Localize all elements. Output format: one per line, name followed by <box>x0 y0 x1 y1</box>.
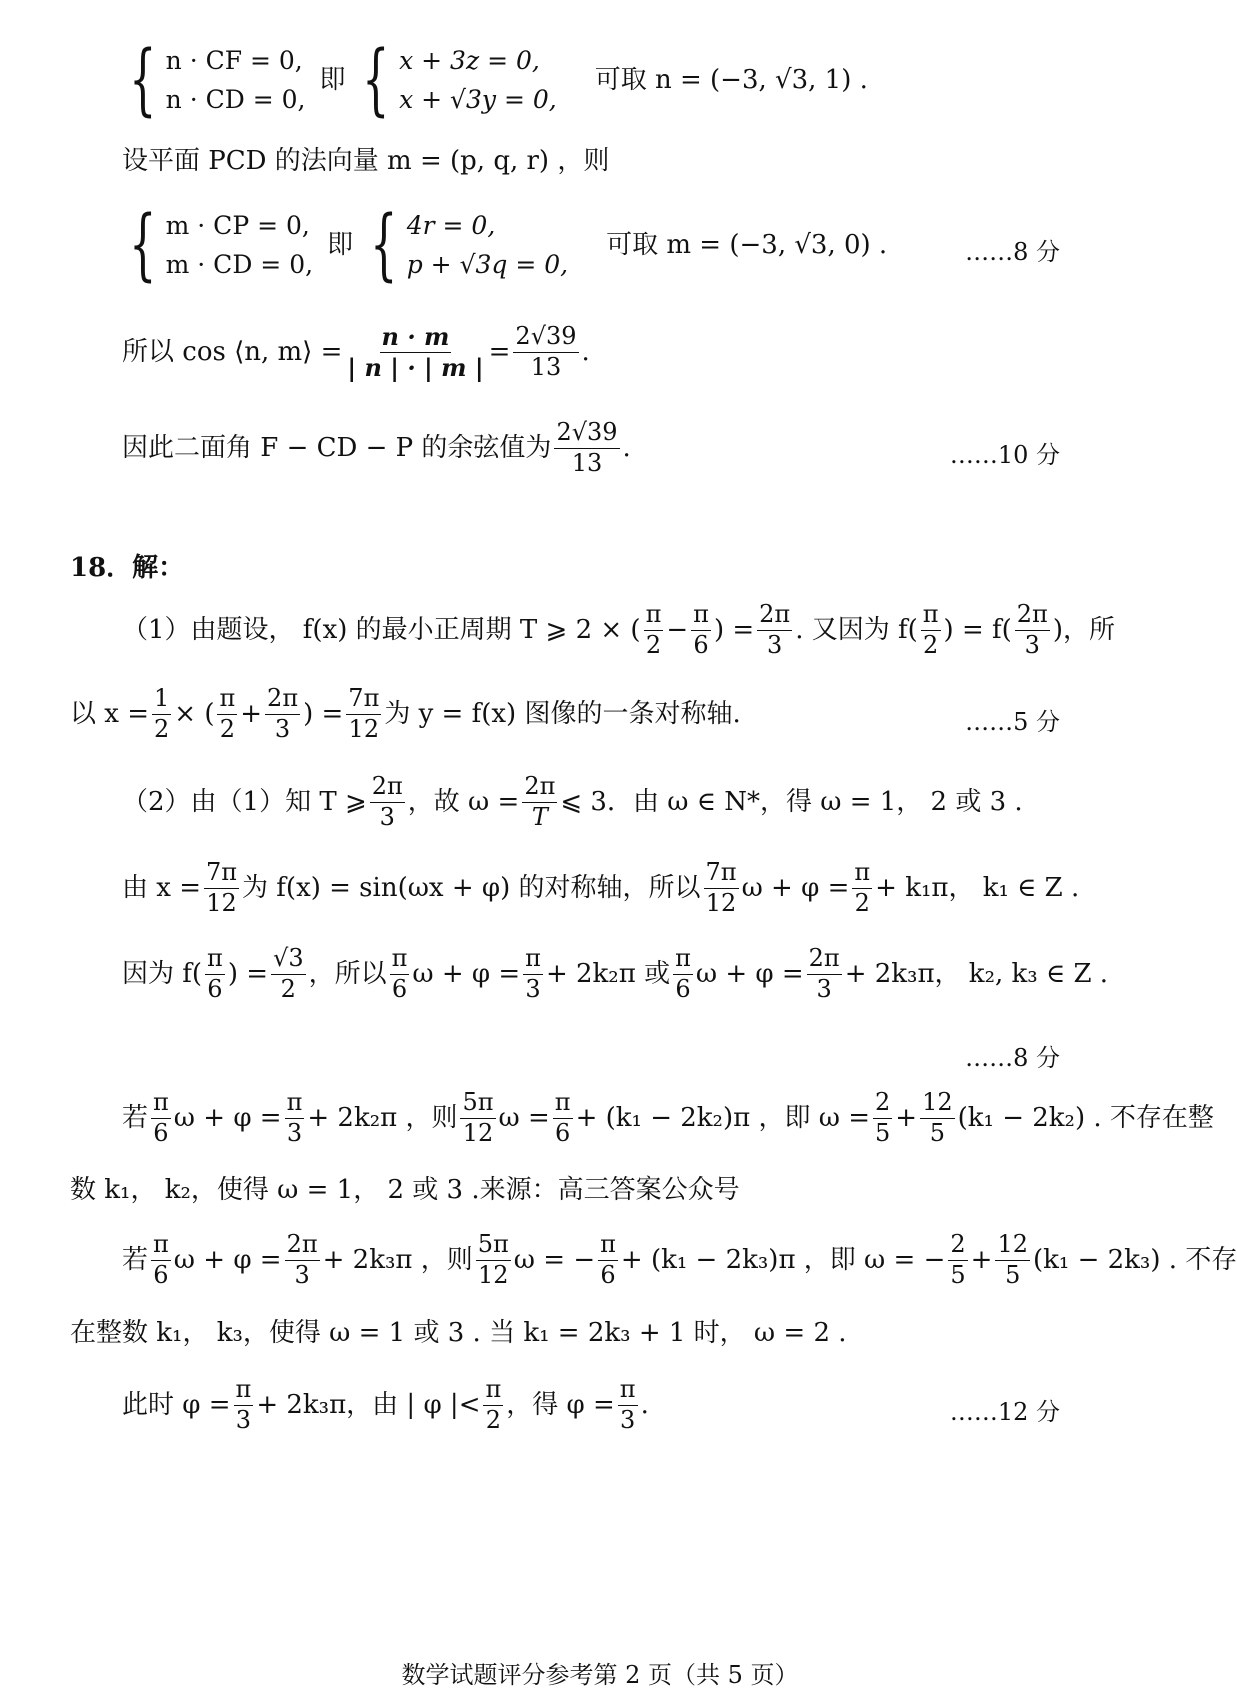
p1-close: ) = <box>713 615 755 645</box>
p7-f2n: π <box>483 1377 503 1405</box>
frac-p4-4 <box>523 946 543 1001</box>
p4-f3n: π <box>390 946 410 974</box>
part2-line1 <box>122 774 1023 830</box>
p7-f3d: 3 <box>620 1405 636 1434</box>
p1-a: （1）由题设， f(x) 的最小正周期 T ⩾ 2 × ( <box>122 615 641 645</box>
plane-pcd-line: 设平面 PCD 的法向量 m = (p, q, r) ，则 <box>122 146 610 176</box>
fraction-result-den: 13 <box>571 448 603 477</box>
p1-f4d: 2 <box>923 630 939 659</box>
p5-f5d: 5 <box>875 1118 891 1147</box>
p7-a: 此时 φ = <box>122 1390 231 1420</box>
p5-f4n: π <box>553 1090 573 1118</box>
eq-x-sqrt3y: x + √3y = 0, <box>399 85 557 114</box>
frac-p7-2 <box>483 1377 503 1432</box>
p4-f4d: 3 <box>525 974 541 1003</box>
p5-f2n: π <box>285 1090 305 1118</box>
frac-p4-5 <box>673 946 693 1001</box>
frac-p1-1 <box>644 602 664 657</box>
ji-label: 即 <box>319 65 346 95</box>
frac-p1-2 <box>691 602 711 657</box>
p1b-f4d: 12 <box>348 714 380 743</box>
p4-b: ) = <box>227 959 269 989</box>
fraction-nm-num: n · m <box>381 322 450 352</box>
case1-line2 <box>70 1177 740 1203</box>
cos-line <box>122 322 590 382</box>
frac-p3-3 <box>852 860 872 915</box>
frac-p1b-3 <box>265 686 300 741</box>
p4-f5n: π <box>673 946 693 974</box>
p5-c: + 2k₂π ，则 <box>307 1103 458 1133</box>
p3-a: 由 x = <box>122 873 201 903</box>
part2-line2 <box>122 860 1079 916</box>
p1b-f2n: π <box>217 686 237 714</box>
cos-prefix: 所以 cos ⟨n, m⟩ = <box>122 337 343 367</box>
part2-line3 <box>122 946 1108 1002</box>
p4-f3d: 6 <box>391 974 408 1003</box>
p5-a: 若 <box>122 1103 149 1133</box>
fraction-2sqrt39-den: 13 <box>530 352 562 381</box>
p1-f4n: π <box>921 602 941 630</box>
p6-f: (k₁ − 2k₃) . 不存 <box>1032 1245 1237 1275</box>
eq-n-cd: n · CD = 0, <box>165 85 306 114</box>
p1-minus: − <box>666 615 689 645</box>
p1-f5d: 3 <box>1024 630 1040 659</box>
frac-p4-2 <box>271 946 306 1001</box>
p4-d: ω + φ = <box>412 959 521 989</box>
dihedral-result-line <box>122 418 631 478</box>
score-8-b: ……8 分 <box>965 1044 1060 1072</box>
dihedral-text: 因此二面角 F − CD − P 的余弦值为 <box>122 433 552 463</box>
fraction-2sqrt39-num: 2√39 <box>513 324 578 352</box>
score-10: ……10 分 <box>949 441 1060 469</box>
frac-p3-1 <box>204 860 239 915</box>
ji-label-2: 即 <box>327 230 354 260</box>
p6b-text: 在整数 k₁， k₃，使得 ω = 1 或 3 . 当 k₁ = 2k₃ + 1 时， ω = 2 . <box>70 1318 847 1348</box>
p7-d: . <box>640 1390 649 1420</box>
p6-f5d: 5 <box>950 1260 966 1289</box>
p4-f1n: π <box>205 946 225 974</box>
frac-p6-6 <box>995 1232 1030 1287</box>
frac-p6-4 <box>598 1232 618 1287</box>
p6-a: 若 <box>122 1245 149 1275</box>
p4-a: 因为 f( <box>122 959 203 989</box>
part1-line1 <box>122 602 1115 658</box>
frac-p3-2 <box>704 860 739 915</box>
p1-b: . 又因为 f( <box>795 615 918 645</box>
p6-f1d: 6 <box>153 1260 169 1289</box>
frac-p5-5 <box>873 1090 892 1145</box>
p1b-f3d: 3 <box>274 714 291 743</box>
p2-f2d: T <box>531 802 548 831</box>
p1b-c: ) = <box>303 699 344 729</box>
p1-f1n: π <box>644 602 664 630</box>
p4-f6n: 2π <box>807 946 842 974</box>
p6-f3n: 5π <box>476 1232 511 1260</box>
plane-pcd-normal-text <box>122 148 609 174</box>
p6-f5n: 2 <box>948 1232 967 1260</box>
p3-c: ω + φ = <box>741 873 850 903</box>
eq-p-sqrt3q: p + √3q = 0, <box>406 250 569 279</box>
frac-p6-2 <box>285 1232 320 1287</box>
p2-f2n: 2π <box>522 774 557 802</box>
frac-p6-1 <box>151 1232 171 1287</box>
p1b-f1d: 2 <box>153 714 170 743</box>
p5-b: ω + φ = <box>173 1103 282 1133</box>
question-18-label <box>70 555 184 581</box>
fraction-result-num: 2√39 <box>554 420 619 448</box>
p5b-text: 数 k₁， k₂，使得 ω = 1， 2 或 3 .来源：高三答案公众号 <box>70 1175 740 1205</box>
eq-x-3z: x + 3z = 0, <box>399 46 540 75</box>
p4-f1d: 6 <box>207 974 223 1003</box>
p2-c: ⩽ 3．由 ω ∈ N*，得 ω = 1， 2 或 3 . <box>560 787 1023 817</box>
frac-p6-3 <box>476 1232 511 1287</box>
system-brace-4: { 4r = 0, p + √3q = 0, <box>370 199 569 290</box>
case1-line1 <box>122 1090 1214 1146</box>
p1b-d: 为 y = f(x) 图像的一条对称轴. <box>384 699 741 729</box>
p5-f6d: 5 <box>929 1118 945 1147</box>
frac-p5-2 <box>285 1090 305 1145</box>
p5-f: (k₁ − 2k₂) . 不存在整 <box>957 1103 1214 1133</box>
system-brace-2: { x + 3z = 0, x + √3y = 0, <box>362 34 557 125</box>
p3-f1n: 7π <box>204 860 239 888</box>
p6-f4n: π <box>598 1232 618 1260</box>
frac-p1b-4 <box>346 686 381 741</box>
p2-a: （2）由（1）知 T ⩾ <box>122 787 367 817</box>
frac-p5-4 <box>553 1090 573 1145</box>
frac-p4-6 <box>807 946 842 1001</box>
case2-line2 <box>70 1320 847 1346</box>
p3-d: + k₁π， k₁ ∈ Z . <box>875 873 1080 903</box>
p5-f1d: 6 <box>153 1118 169 1147</box>
score-5: ……5 分 <box>965 708 1060 736</box>
fraction-2sqrt39 <box>513 324 578 379</box>
frac-p4-1 <box>205 946 225 1001</box>
frac-p5-3 <box>460 1090 495 1145</box>
system-brace-1: { n · CF = 0, n · CD = 0, <box>129 34 306 125</box>
p4-c: ，所以 <box>308 959 387 989</box>
eq-m-cp: m · CP = 0, <box>165 211 310 240</box>
p5-plus: + <box>895 1103 918 1133</box>
frac-p1-5 <box>1015 602 1050 657</box>
frac-p4-3 <box>390 946 410 1001</box>
p6-e: + (k₁ − 2k₃)π ，即 ω = − <box>620 1245 946 1275</box>
p1-f2n: π <box>691 602 711 630</box>
equals: = <box>488 337 511 367</box>
p6-f3d: 12 <box>478 1260 509 1289</box>
p6-f6d: 5 <box>1005 1260 1021 1289</box>
p5-e: + (k₁ − 2k₂)π ，即 ω = <box>575 1103 870 1133</box>
frac-p6-5 <box>948 1232 967 1287</box>
p7-c: ，得 φ = <box>506 1390 615 1420</box>
p4-f5d: 6 <box>675 974 691 1003</box>
p1b-f4n: 7π <box>346 686 381 714</box>
take-n: 可取 n = (−3, √3, 1) . <box>594 65 868 95</box>
part1-line2 <box>70 686 741 742</box>
p5-f3d: 12 <box>462 1118 494 1147</box>
p3-f2n: 7π <box>704 860 739 888</box>
p1b-plus: + <box>240 699 263 729</box>
frac-p2-2 <box>522 774 557 829</box>
p7-f1d: 3 <box>235 1405 252 1434</box>
frac-p7-1 <box>234 1377 254 1432</box>
frac-p1b-2 <box>217 686 237 741</box>
p6-f2d: 3 <box>294 1260 310 1289</box>
p7-f3n: π <box>618 1377 638 1405</box>
eq-m-cd: m · CD = 0, <box>165 250 314 279</box>
take-m: 可取 m = (−3, √3, 0) . <box>606 230 888 260</box>
q18-label-text: 18．解： <box>70 553 185 583</box>
p7-b: + 2k₃π，由 | φ |< <box>256 1390 481 1420</box>
p2-f1d: 3 <box>379 802 395 831</box>
p3-f3d: 2 <box>854 888 870 917</box>
p2-f1n: 2π <box>370 774 405 802</box>
p1-f5n: 2π <box>1015 602 1050 630</box>
frac-p1-4 <box>921 602 941 657</box>
p1b-a: 以 x = <box>70 699 149 729</box>
p3-f3n: π <box>852 860 872 888</box>
p1-c: ) = f( <box>943 615 1012 645</box>
period-2: . <box>622 433 631 463</box>
p6-f1n: π <box>151 1232 171 1260</box>
normal-m-system <box>118 199 888 290</box>
eq-4r: 4r = 0, <box>406 211 496 240</box>
p5-f6n: 12 <box>920 1090 955 1118</box>
p4-f: ω + φ = <box>695 959 804 989</box>
p4-f6d: 3 <box>816 974 832 1003</box>
p4-g: + 2k₃π， k₂, k₃ ∈ Z . <box>844 959 1109 989</box>
p1b-b: × ( <box>174 699 215 729</box>
p3-b: 为 f(x) = sin(ωx + φ) 的对称轴，所以 <box>242 873 701 903</box>
fraction-nm-den: | n | · | m | <box>347 352 484 382</box>
p4-f2n: √3 <box>271 946 306 974</box>
p6-b: ω + φ = <box>173 1245 282 1275</box>
p6-f2n: 2π <box>285 1232 320 1260</box>
frac-p5-1 <box>151 1090 171 1145</box>
score-12: ……12 分 <box>949 1398 1060 1426</box>
p5-f1n: π <box>151 1090 171 1118</box>
p5-d: ω = <box>498 1103 550 1133</box>
p5-f2d: 3 <box>286 1118 303 1147</box>
p6-f6n: 12 <box>995 1232 1030 1260</box>
case2-line1 <box>122 1232 1237 1288</box>
normal-n-system <box>118 34 868 125</box>
p6-c: + 2k₃π ，则 <box>322 1245 473 1275</box>
p2-b: ，故 ω = <box>407 787 520 817</box>
p7-f2d: 2 <box>485 1405 502 1434</box>
p6-f4d: 6 <box>600 1260 616 1289</box>
p1b-f2d: 2 <box>219 714 235 743</box>
fraction-result <box>554 420 619 475</box>
frac-p5-6 <box>920 1090 955 1145</box>
p6-plus: + <box>970 1245 993 1275</box>
period: . <box>581 337 590 367</box>
p7-f1n: π <box>234 1377 254 1405</box>
fraction-nm <box>345 322 485 382</box>
p4-f4n: π <box>523 946 543 974</box>
frac-p1-3 <box>757 602 792 657</box>
system-brace-3: { m · CP = 0, m · CD = 0, <box>129 199 314 290</box>
p3-f2d: 12 <box>705 888 737 917</box>
p3-f1d: 12 <box>206 888 237 917</box>
p4-f2d: 2 <box>280 974 296 1003</box>
p5-f4d: 6 <box>555 1118 571 1147</box>
p1-f3n: 2π <box>757 602 792 630</box>
p1b-f1n: 1 <box>152 686 171 714</box>
final-line <box>122 1377 649 1433</box>
p1b-f3n: 2π <box>265 686 300 714</box>
frac-p1b-1 <box>152 686 171 741</box>
frac-p2-1 <box>370 774 405 829</box>
p5-f3n: 5π <box>460 1090 495 1118</box>
p6-d: ω = − <box>513 1245 596 1275</box>
p1-f3d: 3 <box>767 630 783 659</box>
score-8-a: ……8 分 <box>965 238 1060 266</box>
frac-p7-3 <box>618 1377 638 1432</box>
p5-f5n: 2 <box>873 1090 892 1118</box>
p1-f2d: 6 <box>693 630 709 659</box>
p4-e: + 2k₂π 或 <box>545 959 671 989</box>
p1-f1d: 2 <box>645 630 662 659</box>
eq-n-cf: n · CF = 0, <box>165 46 303 75</box>
p1-d: )，所 <box>1052 615 1115 645</box>
page-footer: 数学试题评分参考第 2 页（共 5 页） <box>401 1661 799 1689</box>
